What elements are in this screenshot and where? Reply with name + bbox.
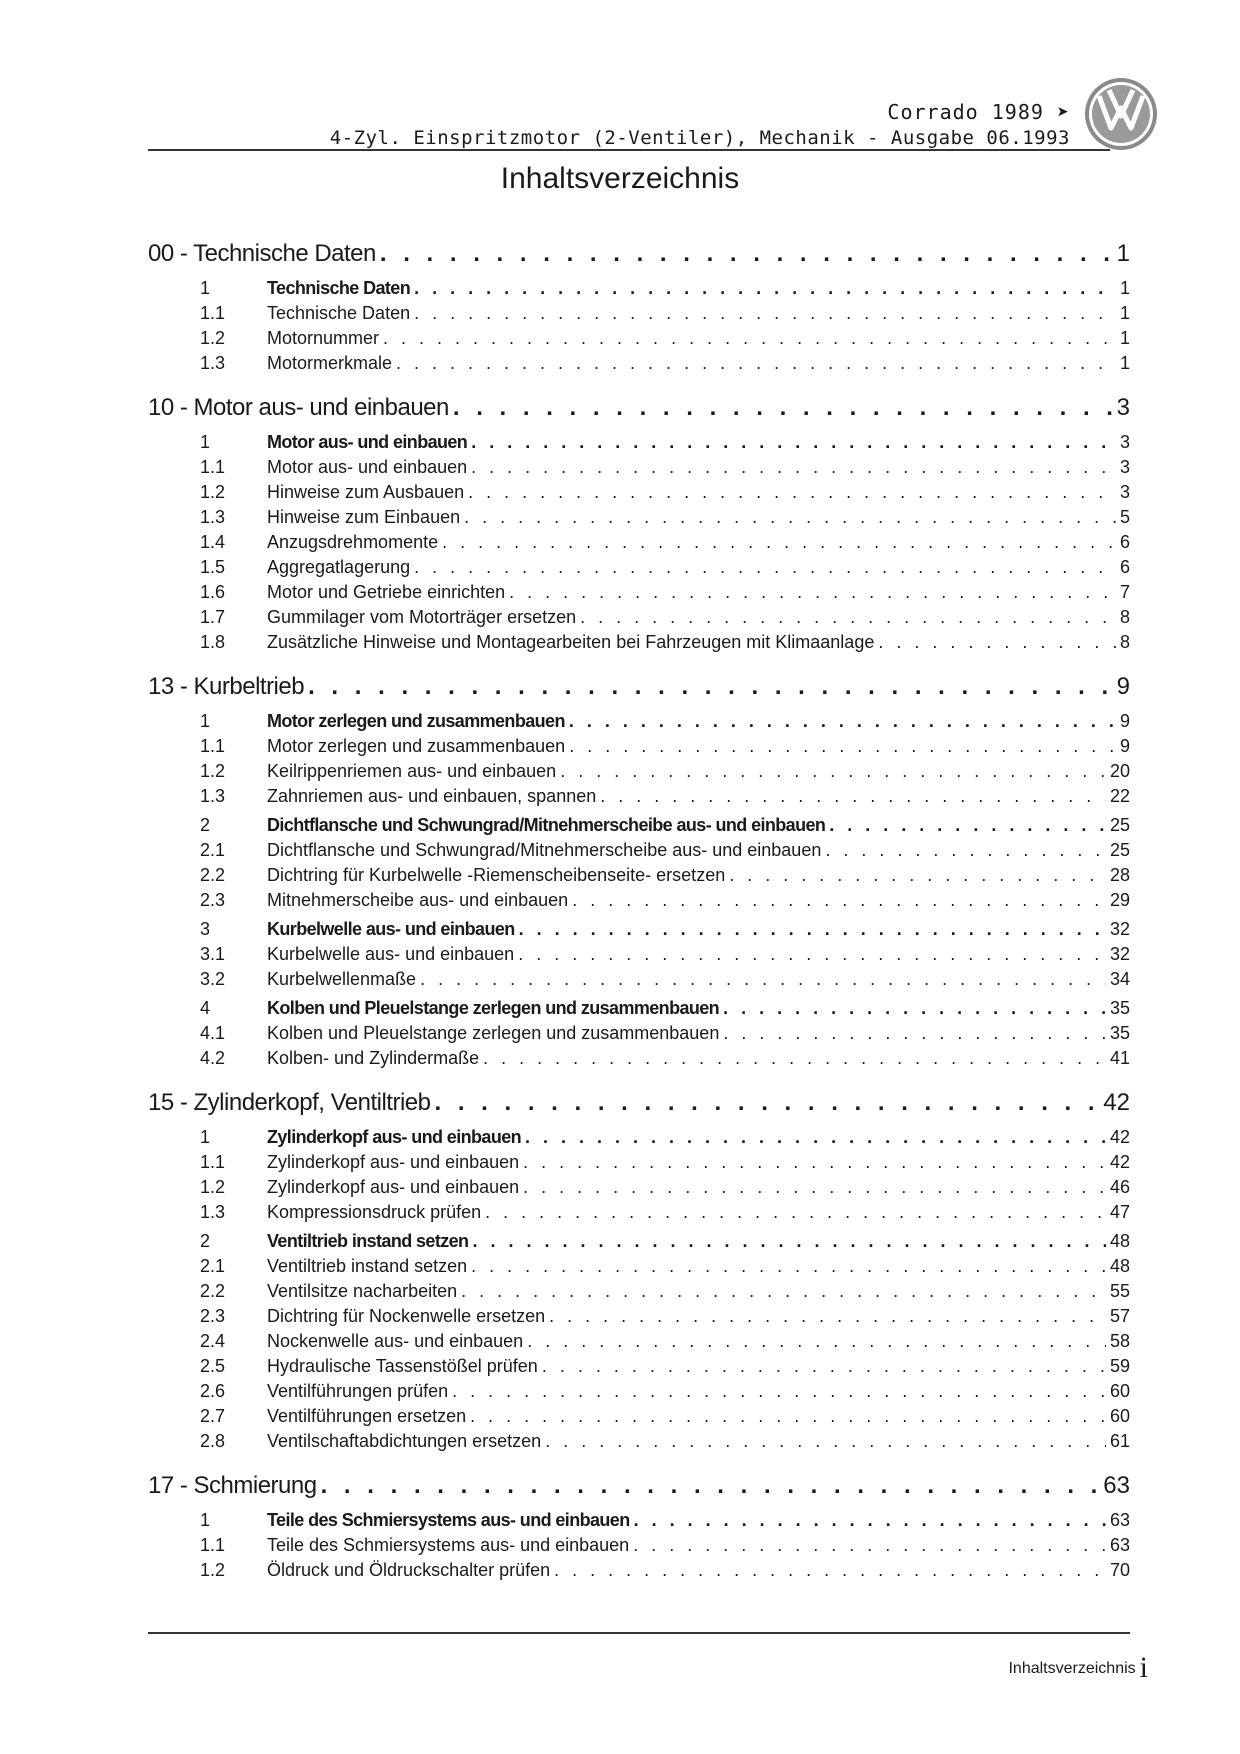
- entry-title: Anzugsdrehmomente: [267, 532, 439, 552]
- entry-title: Zylinderkopf aus- und einbauen: [267, 1152, 520, 1172]
- toc-section-entry[interactable]: [148, 813, 1130, 838]
- entry-page: 20: [1109, 761, 1130, 781]
- entry-title: Teile des Schmiersystems aus- und einbauen: [267, 1510, 630, 1530]
- entry-number: 1.2: [200, 482, 226, 502]
- dot-leader: [723, 1021, 1106, 1046]
- dot-leader: [471, 455, 1116, 480]
- toc-subsection-entry[interactable]: [148, 1379, 1130, 1404]
- footer-label: Inhaltsverzeichnis: [1008, 1660, 1136, 1677]
- toc-subsection-entry[interactable]: [148, 580, 1130, 605]
- entry-page: 55: [1109, 1281, 1130, 1301]
- dot-leader: [527, 1329, 1106, 1354]
- toc-subsection-entry[interactable]: [148, 326, 1130, 351]
- entry-page: 8: [1119, 632, 1130, 652]
- toc-subsection-entry[interactable]: [148, 505, 1130, 530]
- chapter-page: 42: [1103, 1089, 1130, 1116]
- entry-page: 3: [1119, 432, 1130, 452]
- entry-title: Ventiltrieb instand setzen: [267, 1256, 468, 1276]
- entry-number: 1.7: [200, 607, 226, 627]
- entry-page: 29: [1109, 890, 1130, 910]
- dot-leader: [414, 301, 1116, 326]
- entry-page: 6: [1119, 532, 1130, 552]
- toc-subsection-entry[interactable]: [148, 734, 1130, 759]
- entry-number: 1.2: [200, 328, 226, 348]
- entry-title: Motor zerlegen und zusammenbauen: [267, 736, 566, 756]
- entry-page: 46: [1109, 1177, 1130, 1197]
- dot-leader: [321, 1464, 1100, 1508]
- toc-subsection-entry[interactable]: [148, 888, 1130, 913]
- entry-title: Motormerkmale: [267, 353, 393, 373]
- dot-leader: [434, 1081, 1099, 1125]
- footer-page-number: i: [1139, 1651, 1148, 1684]
- dot-leader: [572, 888, 1106, 913]
- entry-number: 1.3: [200, 507, 226, 527]
- page-title: Inhaltsverzeichnis: [500, 162, 740, 195]
- entry-page: 57: [1109, 1306, 1130, 1326]
- entry-number: 1: [200, 432, 211, 452]
- entry-number: 4.1: [200, 1023, 226, 1043]
- entry-title: Mitnehmerscheibe aus- und einbauen: [267, 890, 569, 910]
- dot-leader: [471, 430, 1116, 455]
- toc-section-entry[interactable]: [148, 430, 1130, 455]
- toc-subsection-entry[interactable]: [148, 838, 1130, 863]
- dot-leader: [414, 276, 1116, 301]
- entry-number: 2.6: [200, 1381, 226, 1401]
- toc-chapter: [148, 665, 1130, 1071]
- toc-subsection-entry[interactable]: [148, 1175, 1130, 1200]
- header-rule: [148, 149, 1110, 151]
- toc-section-entry[interactable]: [148, 1508, 1130, 1533]
- toc-section: [148, 709, 1130, 809]
- dot-leader: [729, 863, 1106, 888]
- toc-subsection-entry[interactable]: [148, 967, 1130, 992]
- entry-page: 8: [1119, 607, 1130, 627]
- entry-number: 1.5: [200, 557, 226, 577]
- dot-leader: [523, 1175, 1106, 1200]
- entry-number: 1.6: [200, 582, 226, 602]
- toc-section: [148, 996, 1130, 1071]
- toc-subsection-entry[interactable]: [148, 1404, 1130, 1429]
- toc-section: [148, 276, 1130, 376]
- dot-leader: [483, 1046, 1106, 1071]
- dot-leader: [523, 1150, 1106, 1175]
- dot-leader: [542, 1354, 1106, 1379]
- entry-number: 2: [200, 815, 211, 835]
- chapter-page: 63: [1103, 1472, 1130, 1499]
- entry-page: 5: [1119, 507, 1130, 527]
- entry-title: Aggregatlagerung: [267, 557, 411, 577]
- entry-title: Kolben- und Zylindermaße: [267, 1048, 480, 1068]
- entry-title: Kurbelwelle aus- und einbauen: [267, 919, 515, 939]
- entry-page: 63: [1109, 1510, 1130, 1530]
- dot-leader: [414, 555, 1116, 580]
- dot-leader: [420, 967, 1106, 992]
- toc-chapter: [148, 1081, 1130, 1454]
- toc-subsection-entry[interactable]: [148, 530, 1130, 555]
- toc-section-entry[interactable]: [148, 709, 1130, 734]
- entry-title: Ventilsitze nacharbeiten: [267, 1281, 458, 1301]
- dot-leader: [600, 784, 1106, 809]
- entry-page: 60: [1109, 1381, 1130, 1401]
- entry-title: Dichtring für Kurbelwelle -Riemenscheibenseite- ersetzen: [267, 865, 726, 885]
- entry-number: 1.1: [200, 1535, 226, 1555]
- toc-subsection-entry[interactable]: [148, 1150, 1130, 1175]
- dot-leader: [569, 734, 1116, 759]
- toc-section: [148, 430, 1130, 655]
- entry-page: 35: [1109, 998, 1130, 1018]
- entry-number: 2.2: [200, 865, 226, 885]
- entry-number: 1.8: [200, 632, 226, 652]
- entry-number: 2.3: [200, 1306, 226, 1326]
- entry-number: 1.1: [200, 303, 226, 323]
- toc-subsection-entry[interactable]: [148, 605, 1130, 630]
- entry-title: Kolben und Pleuelstange zerlegen und zusammenbauen: [267, 1023, 720, 1043]
- entry-title: Motor und Getriebe einrichten: [267, 582, 506, 602]
- toc-subsection-entry[interactable]: [148, 942, 1130, 967]
- toc-subsection-entry[interactable]: [148, 1304, 1130, 1329]
- entry-page: 59: [1109, 1356, 1130, 1376]
- toc-subsection-entry[interactable]: [148, 630, 1130, 655]
- entry-number: 1.2: [200, 1177, 226, 1197]
- entry-title: Zylinderkopf aus- und einbauen: [267, 1127, 522, 1147]
- chapter-title: 10 - Motor aus- und einbauen: [148, 394, 449, 421]
- entry-title: Motor zerlegen und zusammenbauen: [267, 711, 565, 731]
- dot-leader: [470, 1404, 1106, 1429]
- entry-number: 3.1: [200, 944, 226, 964]
- dot-leader: [723, 996, 1106, 1021]
- entry-title: Dichtring für Nockenwelle ersetzen: [267, 1306, 546, 1326]
- dot-leader: [509, 580, 1116, 605]
- dot-leader: [396, 351, 1116, 376]
- chapter-title: 13 - Kurbeltrieb: [148, 673, 305, 700]
- entry-title: Hydraulische Tassenstößel prüfen: [267, 1356, 538, 1376]
- toc-chapter-entry[interactable]: [148, 665, 1130, 709]
- toc-subsection-entry[interactable]: [148, 1329, 1130, 1354]
- entry-title: Nockenwelle aus- und einbauen: [267, 1331, 524, 1351]
- entry-title: Ventiltrieb instand setzen: [267, 1231, 469, 1251]
- entry-number: 2.5: [200, 1356, 226, 1376]
- entry-number: 1.3: [200, 786, 226, 806]
- entry-title: Kurbelwelle aus- und einbauen: [267, 944, 515, 964]
- entry-page: 1: [1119, 328, 1130, 348]
- toc-subsection-entry[interactable]: [148, 455, 1130, 480]
- entry-title: Kurbelwellenmaße: [267, 969, 417, 989]
- entry-page: 60: [1109, 1406, 1130, 1426]
- dot-leader: [442, 530, 1116, 555]
- toc-section-entry[interactable]: [148, 1229, 1130, 1254]
- entry-number: 1.4: [200, 532, 226, 552]
- toc-subsection-entry[interactable]: [148, 759, 1130, 784]
- chapter-title: 00 - Technische Daten: [148, 240, 376, 267]
- entry-number: 4.2: [200, 1048, 226, 1068]
- toc-subsection-entry[interactable]: [148, 1021, 1130, 1046]
- entry-number: 1: [200, 1510, 211, 1530]
- table-of-contents: [148, 232, 1130, 1593]
- entry-page: 25: [1109, 840, 1130, 860]
- toc-subsection-entry[interactable]: [148, 480, 1130, 505]
- dot-leader: [471, 1254, 1106, 1279]
- dot-leader: [452, 1379, 1106, 1404]
- entry-page: 35: [1109, 1023, 1130, 1043]
- dot-leader: [560, 759, 1106, 784]
- toc-section: [148, 1508, 1130, 1583]
- entry-page: 28: [1109, 865, 1130, 885]
- footer-rule: [148, 1632, 1130, 1634]
- toc-subsection-entry[interactable]: [148, 1279, 1130, 1304]
- chapter-page: 9: [1116, 673, 1130, 700]
- entry-title: Hinweise zum Einbauen: [267, 507, 461, 527]
- toc-section-entry[interactable]: [148, 996, 1130, 1021]
- toc-subsection-entry[interactable]: [148, 784, 1130, 809]
- dot-leader: [519, 917, 1106, 942]
- toc-section-entry[interactable]: [148, 917, 1130, 942]
- entry-page: 70: [1109, 1560, 1130, 1580]
- toc-section: [148, 813, 1130, 913]
- entry-title: Kompressionsdruck prüfen: [267, 1202, 482, 1222]
- entry-title: Keilrippenriemen aus- und einbauen: [267, 761, 557, 781]
- toc-subsection-entry[interactable]: [148, 1558, 1130, 1583]
- dot-leader: [464, 505, 1116, 530]
- dot-leader: [545, 1429, 1106, 1454]
- toc-chapter: [148, 386, 1130, 655]
- dot-leader: [634, 1508, 1106, 1533]
- entry-page: 1: [1119, 278, 1130, 298]
- entry-title: Technische Daten: [267, 278, 411, 298]
- entry-number: 2.1: [200, 840, 226, 860]
- dot-leader: [525, 1125, 1106, 1150]
- dot-leader: [468, 480, 1116, 505]
- dot-leader: [380, 232, 1113, 276]
- toc-section: [148, 917, 1130, 992]
- entry-title: Öldruck und Öldruckschalter prüfen: [267, 1560, 551, 1580]
- entry-title: Ventilschaftabdichtungen ersetzen: [267, 1431, 542, 1451]
- entry-number: 2.2: [200, 1281, 226, 1301]
- toc-chapter-entry[interactable]: [148, 232, 1130, 276]
- header-model: Corrado 1989 ➤: [887, 100, 1070, 124]
- toc-subsection-entry[interactable]: [148, 1429, 1130, 1454]
- dot-leader: [453, 386, 1113, 430]
- entry-number: 1.1: [200, 457, 226, 477]
- entry-title: Motor aus- und einbauen: [267, 432, 468, 452]
- dot-leader: [472, 1229, 1106, 1254]
- entry-page: 32: [1109, 944, 1130, 964]
- entry-page: 9: [1119, 711, 1130, 731]
- toc-section-entry[interactable]: [148, 276, 1130, 301]
- entry-title: Gummilager vom Motorträger ersetzen: [267, 607, 577, 627]
- entry-page: 32: [1109, 919, 1130, 939]
- chapter-title: 17 - Schmierung: [148, 1472, 317, 1499]
- entry-number: 1.2: [200, 761, 226, 781]
- toc-chapter-entry[interactable]: [148, 1464, 1130, 1508]
- entry-page: 9: [1119, 736, 1130, 756]
- toc-chapter: [148, 1464, 1130, 1583]
- entry-title: Teile des Schmiersystems aus- und einbauen: [267, 1535, 630, 1555]
- toc-subsection-entry[interactable]: [148, 351, 1130, 376]
- entry-title: Zylinderkopf aus- und einbauen: [267, 1177, 520, 1197]
- entry-number: 2: [200, 1231, 211, 1251]
- chapter-page: 1: [1116, 240, 1130, 267]
- entry-page: 41: [1109, 1048, 1130, 1068]
- dot-leader: [580, 605, 1116, 630]
- entry-page: 48: [1109, 1256, 1130, 1276]
- dot-leader: [518, 942, 1106, 967]
- entry-page: 34: [1109, 969, 1130, 989]
- entry-page: 1: [1119, 303, 1130, 323]
- toc-section: [148, 1229, 1130, 1454]
- entry-number: 2.4: [200, 1331, 226, 1351]
- toc-subsection-entry[interactable]: [148, 301, 1130, 326]
- toc-subsection-entry[interactable]: [148, 1254, 1130, 1279]
- entry-number: 2.3: [200, 890, 226, 910]
- entry-page: 42: [1109, 1152, 1130, 1172]
- entry-page: 6: [1119, 557, 1130, 577]
- dot-leader: [829, 813, 1106, 838]
- entry-title: Ventilführungen prüfen: [267, 1381, 449, 1401]
- entry-page: 58: [1109, 1331, 1130, 1351]
- entry-title: Dichtflansche und Schwungrad/Mitnehmerscheibe aus- und einbauen: [267, 815, 826, 835]
- entry-page: 48: [1109, 1231, 1130, 1251]
- entry-page: 1: [1119, 353, 1130, 373]
- dot-leader: [633, 1533, 1106, 1558]
- entry-page: 7: [1119, 582, 1130, 602]
- entry-number: 2.7: [200, 1406, 226, 1426]
- entry-title: Dichtflansche und Schwungrad/Mitnehmerscheibe aus- und einbauen: [267, 840, 822, 860]
- entry-page: 22: [1109, 786, 1130, 806]
- entry-page: 61: [1109, 1431, 1130, 1451]
- toc-chapter: [148, 232, 1130, 376]
- entry-number: 3: [200, 919, 211, 939]
- toc-subsection-entry[interactable]: [148, 555, 1130, 580]
- page-footer: [1008, 1651, 1148, 1685]
- entry-number: 2.8: [200, 1431, 226, 1451]
- toc-subsection-entry[interactable]: [148, 1354, 1130, 1379]
- entry-title: Ventilführungen ersetzen: [267, 1406, 467, 1426]
- toc-section-entry[interactable]: [148, 1125, 1130, 1150]
- dot-leader: [461, 1279, 1106, 1304]
- entry-title: Kolben und Pleuelstange zerlegen und zusammenbauen: [267, 998, 720, 1018]
- entry-title: Zusätzliche Hinweise und Montagearbeiten bei Fahrzeugen mit Klimaanlage: [267, 632, 875, 652]
- entry-page: 47: [1109, 1202, 1130, 1222]
- dot-leader: [383, 326, 1116, 351]
- dot-leader: [549, 1304, 1106, 1329]
- entry-number: 4: [200, 998, 211, 1018]
- entry-number: 1.1: [200, 1152, 226, 1172]
- dot-leader: [554, 1558, 1106, 1583]
- toc-subsection-entry[interactable]: [148, 1200, 1130, 1225]
- entry-number: 3.2: [200, 969, 226, 989]
- entry-number: 1.1: [200, 736, 226, 756]
- entry-page: 25: [1109, 815, 1130, 835]
- entry-page: 3: [1119, 482, 1130, 502]
- entry-page: 3: [1119, 457, 1130, 477]
- toc-subsection-entry[interactable]: [148, 863, 1130, 888]
- vw-logo-icon: [1083, 76, 1159, 152]
- entry-title: Motornummer: [267, 328, 380, 348]
- toc-subsection-entry[interactable]: [148, 1533, 1130, 1558]
- entry-number: 1.3: [200, 353, 226, 373]
- entry-title: Motor aus- und einbauen: [267, 457, 468, 477]
- entry-title: Zahnriemen aus- und einbauen, spannen: [267, 786, 597, 806]
- dot-leader: [878, 630, 1116, 655]
- dot-leader: [308, 665, 1113, 709]
- dot-leader: [485, 1200, 1106, 1225]
- chapter-page: 3: [1116, 394, 1130, 421]
- header-subtitle: 4-Zyl. Einspritzmotor (2-Ventiler), Mechanik - Ausgabe 06.1993: [329, 127, 1070, 149]
- entry-number: 2.1: [200, 1256, 226, 1276]
- entry-number: 1: [200, 278, 211, 298]
- dot-leader: [825, 838, 1106, 863]
- entry-title: Technische Daten: [267, 303, 411, 323]
- dot-leader: [569, 709, 1116, 734]
- entry-number: 1: [200, 711, 211, 731]
- entry-number: 1.3: [200, 1202, 226, 1222]
- toc-subsection-entry[interactable]: [148, 1046, 1130, 1071]
- toc-chapter-entry[interactable]: [148, 386, 1130, 430]
- toc-chapter-entry[interactable]: [148, 1081, 1130, 1125]
- entry-number: 1: [200, 1127, 211, 1147]
- entry-page: 63: [1109, 1535, 1130, 1555]
- entry-number: 1.2: [200, 1560, 226, 1580]
- entry-page: 42: [1109, 1127, 1130, 1147]
- chapter-title: 15 - Zylinderkopf, Ventiltrieb: [148, 1089, 431, 1116]
- toc-section: [148, 1125, 1130, 1225]
- entry-title: Hinweise zum Ausbauen: [267, 482, 465, 502]
